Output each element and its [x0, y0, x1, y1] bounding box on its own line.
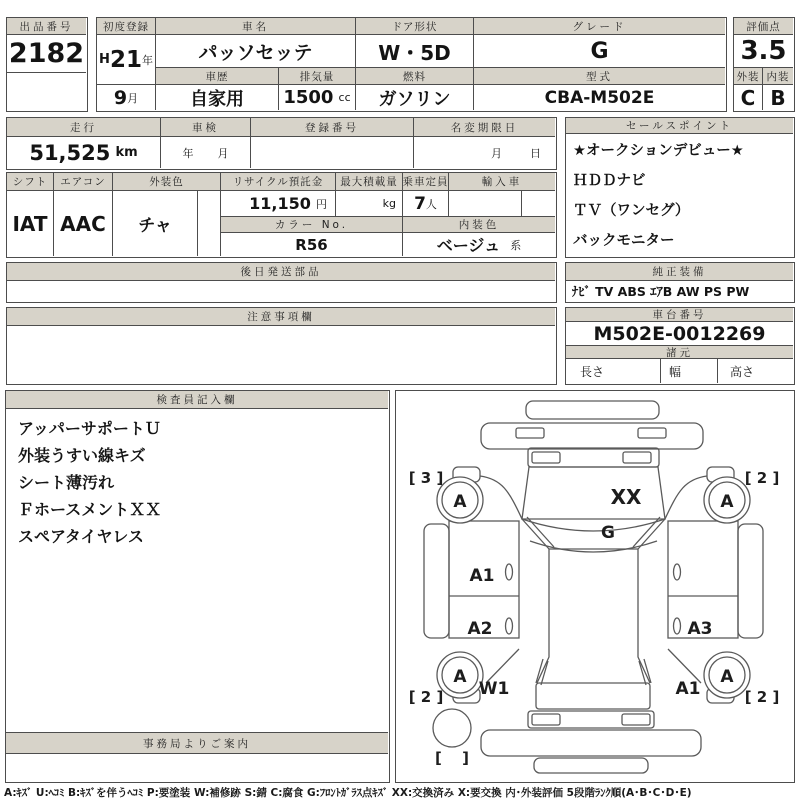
- front-light-left: [516, 428, 544, 438]
- factory-equipment-value: ﾅﾋﾞ TV ABS ｴｱB AW PS PW: [572, 284, 750, 299]
- sales-point-item: ＴＶ（ワンセグ）: [573, 203, 690, 219]
- lot-number-empty: [7, 73, 86, 109]
- cautions-body: [7, 326, 555, 383]
- sales-point-item: ★オークションデビュー★: [573, 143, 744, 159]
- model-code-label: 型式: [474, 68, 725, 85]
- reg-number-value: [251, 137, 414, 168]
- history-value: 自家用: [156, 85, 279, 110]
- rear-fender-lines: [486, 649, 701, 683]
- interior-color-value: ベージュ 系: [436, 236, 522, 255]
- spare-tire: [433, 709, 471, 747]
- cautions-label: 注意事項欄: [7, 308, 555, 326]
- registration-box: [6, 117, 557, 170]
- shift-value: IAT: [7, 191, 54, 256]
- roof-arc-upper: [522, 519, 665, 531]
- front-right-wheel-mark: A: [720, 492, 734, 512]
- inspector-notes-label: 検査員記入欄: [6, 391, 388, 409]
- mileage-label: 走行: [7, 118, 161, 137]
- right-rear-door-handle: [674, 618, 681, 634]
- import-label: 輸入車: [449, 173, 555, 191]
- later-shipping-body: [7, 281, 555, 301]
- left-front-door-handle: [506, 564, 513, 580]
- score-box: [733, 17, 795, 112]
- width-label: 幅: [661, 359, 718, 383]
- car-name-label: 車名: [156, 18, 356, 35]
- chassis-number-value: M502E-0012269: [566, 322, 793, 346]
- office-notice-body: [6, 754, 388, 781]
- grade-label: グレード: [474, 18, 725, 35]
- first-reg-value: H 21 年: [97, 35, 156, 85]
- model-code-value: CBA-M502E: [544, 87, 655, 108]
- inspector-note-line: ＦホースメントＸＸ: [18, 500, 162, 519]
- displacement-value: 1500 cc: [279, 85, 356, 110]
- import-cell-divider: [521, 191, 522, 217]
- sales-points-label: セールスポイント: [566, 118, 793, 134]
- factory-equipment-box: [565, 262, 795, 303]
- front-left-wheel-mark: A: [453, 492, 467, 512]
- history-label: 車歴: [156, 68, 279, 85]
- front-bumper: [481, 423, 703, 449]
- front-left-fender-line: [480, 476, 522, 519]
- mileage-value: 51,525 km: [7, 137, 161, 168]
- car-diagram: [396, 391, 793, 781]
- lot-number-value: 2182: [7, 35, 86, 73]
- windshield-mark: XX: [610, 485, 642, 509]
- recycle-label: リサイクル預託金: [221, 173, 336, 191]
- inspector-note-line: シート薄汚れ: [18, 473, 115, 492]
- later-shipping-label: 後日発送部品: [7, 263, 555, 281]
- aircon-label: エアコン: [54, 173, 113, 191]
- dimensions-label: 諸元: [566, 346, 793, 359]
- lot-number-label: 出品番号: [7, 18, 86, 35]
- spec-box: [6, 172, 557, 258]
- front-right-fender-line: [665, 476, 707, 519]
- cautions-box: [6, 307, 557, 385]
- legend-text: A:ｷｽﾞ U:ﾍｺﾐ B:ｷｽﾞを伴うﾍｺﾐ P:要塗装 W:補修跡 S:錆 C:腐食 G:ﾌﾛﾝﾄｶﾞﾗｽ点ｷｽﾞ XX:交換済み X:要交換 内･外装評価 5段階ﾗﾝｸ順(A･B･C･D･E): [4, 787, 692, 799]
- score-label: 評価点: [734, 18, 793, 35]
- chassis-number-label: 車台番号: [566, 308, 793, 322]
- reg-number-label: 登録番号: [251, 118, 414, 137]
- roof-mark: G: [601, 523, 615, 543]
- exterior-score-value: C: [734, 85, 763, 110]
- sales-points-box: [565, 117, 795, 258]
- left-front-door-mark: A1: [469, 566, 495, 586]
- first-reg-label: 初度登録: [97, 18, 156, 35]
- capacity-value: 7 人: [403, 191, 449, 217]
- sales-point-item: バックモニター: [573, 233, 675, 249]
- rear-right-tread-count: [ 2 ]: [744, 688, 780, 706]
- aircon-value: AAC: [54, 191, 113, 256]
- fuel-value: ガソリン: [356, 85, 474, 110]
- exterior-score-label: 外装: [734, 68, 763, 85]
- cabin-outline: [537, 549, 650, 683]
- length-label: 長さ: [566, 359, 661, 383]
- rear-left-mark: W1: [478, 679, 510, 699]
- rear-bumper: [481, 730, 701, 756]
- grade-value: G: [474, 35, 725, 68]
- car-diagram-panel: [395, 390, 795, 783]
- spare-tread-count: [ ]: [435, 749, 469, 767]
- hood-panel: [528, 448, 659, 467]
- inspector-note-line: アッパーサポートＵ: [18, 419, 161, 438]
- lot-number-box: [6, 17, 88, 112]
- front-right-tread-count: [ 2 ]: [744, 469, 780, 487]
- inspector-panel: [5, 390, 390, 783]
- left-sill-panel: [424, 524, 449, 638]
- rear-right-mark: A1: [675, 679, 701, 699]
- right-sill-panel: [738, 524, 763, 638]
- exterior-color-code-empty: [198, 191, 221, 256]
- rear-right-wheel-mark: A: [720, 667, 734, 687]
- height-label: 高さ: [730, 364, 755, 379]
- windshield: [522, 467, 665, 519]
- left-rear-door-handle: [506, 618, 513, 634]
- right-front-door-handle: [674, 564, 681, 580]
- max-load-value: kg: [336, 191, 403, 217]
- first-reg-month: 9 月: [97, 85, 156, 110]
- vehicle-table: [96, 17, 727, 112]
- interior-color-label: 内装色: [403, 217, 555, 233]
- office-notice-label: 事務局よりご案内: [6, 732, 388, 754]
- pillar-lines: [522, 517, 665, 549]
- hood-vent-left: [532, 452, 560, 463]
- name-change-label: 名変期限日: [414, 118, 555, 137]
- tailgate: [536, 683, 650, 709]
- rear-light-left: [532, 714, 560, 725]
- recycle-value: 11,150 円: [221, 191, 336, 217]
- color-no-value: R56: [221, 233, 403, 256]
- capacity-label: 乗車定員: [403, 173, 449, 191]
- hood-vent-right: [623, 452, 651, 463]
- inspector-note-line: スペアタイヤレス: [18, 527, 144, 546]
- left-rear-door-mark: A2: [467, 619, 493, 639]
- rear-roof-strip: [534, 758, 648, 773]
- inspector-notes-list: [6, 409, 388, 559]
- fuel-label: 燃料: [356, 68, 474, 85]
- exterior-color-label: 外装色: [113, 173, 221, 191]
- interior-score-label: 内装: [763, 68, 793, 85]
- inspector-note-line: 外装うすい線キズ: [18, 446, 146, 465]
- exterior-color-value: チャ: [113, 191, 198, 256]
- name-change-value: 月 日: [491, 146, 541, 160]
- factory-equipment-label: 純正装備: [566, 263, 793, 281]
- front-roof-strip: [526, 401, 659, 419]
- sales-point-item: ＨＤＤナビ: [573, 173, 646, 189]
- right-rear-door-mark: A3: [687, 619, 713, 639]
- inspection-label: 車検: [161, 118, 251, 137]
- rear-left-tread-count: [ 2 ]: [408, 688, 444, 706]
- car-name-value: パッソセッテ: [156, 35, 356, 68]
- max-load-label: 最大積載量: [336, 173, 403, 191]
- score-value: 3.5: [734, 35, 793, 68]
- chassis-box: [565, 307, 795, 385]
- color-no-label: カラー No.: [221, 217, 403, 233]
- shift-label: シフト: [7, 173, 54, 191]
- import-value: [449, 191, 555, 217]
- interior-score-value: B: [770, 85, 786, 110]
- rear-left-wheel-mark: A: [453, 667, 467, 687]
- sales-points-list: [566, 134, 793, 256]
- door-value: W・5D: [356, 35, 474, 68]
- front-left-tread-count: [ 3 ]: [408, 469, 444, 487]
- front-light-right: [638, 428, 666, 438]
- inspection-value: 年 月: [161, 137, 251, 168]
- rear-pillar-lines: [536, 659, 651, 685]
- displacement-label: 排気量: [279, 68, 356, 85]
- later-shipping-box: [6, 262, 557, 303]
- rear-light-right: [622, 714, 650, 725]
- door-label: ドア形状: [356, 18, 474, 35]
